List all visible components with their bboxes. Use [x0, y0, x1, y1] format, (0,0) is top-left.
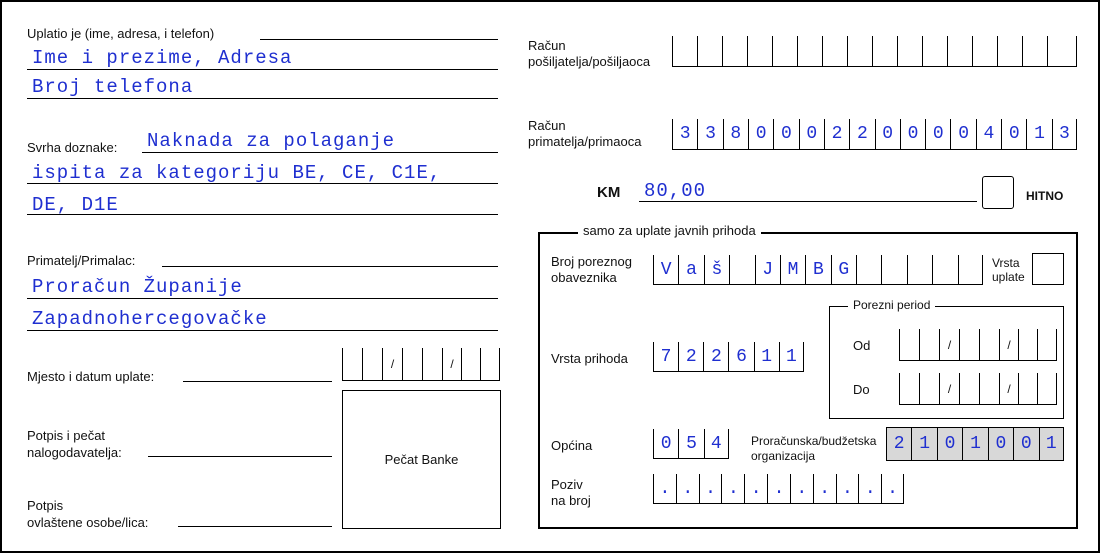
account-digit-cell[interactable]: 4 [976, 119, 1001, 149]
account-digit-cell[interactable]: 0 [875, 119, 900, 149]
tax-id-cell[interactable]: J [755, 255, 780, 284]
tax-period-label: Porezni period [848, 298, 935, 312]
reference-cell[interactable]: . [790, 474, 813, 503]
auth-signature-line[interactable] [178, 526, 332, 527]
reference-cell[interactable]: . [813, 474, 836, 503]
municipality-cell[interactable]: 5 [678, 429, 703, 458]
budget-org-cell[interactable]: 2 [886, 427, 911, 460]
period-from-cells[interactable] [899, 329, 1057, 361]
sender-account-label-2: pošiljatelja/pošiljaoca [528, 54, 651, 69]
period-cell[interactable] [959, 329, 979, 360]
tax-id-cell[interactable] [729, 255, 754, 284]
budget-org-cell[interactable]: 1 [911, 427, 936, 460]
date-cells[interactable] [342, 348, 500, 381]
revenue-type-cell[interactable]: 7 [653, 342, 678, 371]
date-cell[interactable] [422, 348, 442, 380]
auth-signature-label-1: Potpis [27, 498, 64, 513]
purpose-field-3[interactable]: DE, D1E [32, 194, 119, 216]
period-cell[interactable] [1037, 329, 1057, 360]
budget-org-cell[interactable]: 0 [937, 427, 962, 460]
reference-cell[interactable]: . [721, 474, 744, 503]
account-cell[interactable] [997, 36, 1022, 66]
payer-phone-field[interactable]: Broj telefona [32, 76, 194, 98]
tax-id-cell[interactable]: B [805, 255, 830, 284]
payer-line-1 [27, 69, 498, 70]
to-label: Do [853, 382, 870, 397]
reference-label-2: na broj [551, 493, 591, 508]
recipient-field-2[interactable]: Zapadnohercegovačke [32, 308, 268, 330]
period-cell[interactable] [1037, 373, 1057, 404]
revenue-type-cells[interactable] [653, 342, 804, 372]
period-cell[interactable] [899, 329, 919, 360]
account-cell[interactable] [822, 36, 847, 66]
period-cell[interactable] [1018, 373, 1037, 404]
account-cell[interactable] [722, 36, 747, 66]
recipient-label: Primatelj/Primalac: [27, 253, 136, 268]
account-cell[interactable] [922, 36, 947, 66]
tax-id-cell[interactable] [856, 255, 881, 284]
account-digit-cell[interactable]: 3 [1052, 119, 1077, 149]
tax-id-cell[interactable]: G [831, 255, 856, 284]
date-separator: / [442, 348, 461, 380]
reference-cell[interactable]: . [836, 474, 859, 503]
period-cell[interactable] [919, 329, 939, 360]
account-digit-cell[interactable]: 0 [773, 119, 798, 149]
currency-label: KM [597, 184, 621, 201]
period-cell[interactable] [979, 373, 999, 404]
reference-cell[interactable]: . [699, 474, 722, 503]
account-digit-cell[interactable]: 0 [1001, 119, 1026, 149]
bank-stamp-box [342, 390, 501, 529]
recipient-line-1 [27, 298, 498, 299]
date-cell[interactable] [480, 348, 500, 380]
tax-id-cell[interactable] [932, 255, 957, 284]
account-cell[interactable] [747, 36, 772, 66]
budget-org-cells[interactable] [886, 427, 1064, 461]
account-cell[interactable] [872, 36, 897, 66]
payment-kind-label-2: uplate [992, 270, 1025, 284]
reference-label-1: Poziv [551, 477, 583, 492]
payment-kind-box[interactable] [1032, 253, 1064, 285]
account-digit-cell[interactable]: 1 [1026, 119, 1051, 149]
account-cell[interactable] [972, 36, 997, 66]
account-digit-cell[interactable]: 2 [849, 119, 874, 149]
reference-cell[interactable]: . [767, 474, 790, 503]
period-cell[interactable] [979, 329, 999, 360]
payment-kind-label-1: Vrsta [992, 256, 1020, 270]
account-digit-cell[interactable]: 3 [697, 119, 722, 149]
revenue-type-label: Vrsta prihoda [551, 351, 628, 366]
budget-org-cell[interactable]: 1 [962, 427, 987, 460]
tax-id-cells[interactable] [653, 255, 983, 285]
tax-id-cell[interactable] [881, 255, 906, 284]
amount-line [639, 201, 977, 202]
account-digit-cell[interactable]: 0 [900, 119, 925, 149]
signature-label-2: nalogodavatelja: [27, 445, 122, 460]
tax-id-cell[interactable]: a [678, 255, 703, 284]
sender-account-cells[interactable] [672, 36, 1077, 67]
purpose-field-1[interactable]: Naknada za polaganje [147, 130, 396, 152]
reference-cell[interactable]: . [744, 474, 767, 503]
budget-org-label-2: organizacija [751, 449, 816, 463]
municipality-cells[interactable] [653, 429, 729, 459]
bank-stamp-label: Pečat Banke [384, 452, 459, 467]
date-cell[interactable] [402, 348, 422, 380]
date-separator: / [382, 348, 402, 380]
recipient-account-label-1: Račun [528, 118, 566, 133]
place-date-label: Mjesto i datum uplate: [27, 369, 155, 384]
budget-org-label-1: Proračunska/budžetska [751, 434, 877, 448]
period-cell[interactable] [959, 373, 979, 404]
account-digit-cell[interactable]: 2 [824, 119, 849, 149]
purpose-line-1 [142, 152, 498, 153]
reference-cell[interactable]: . [676, 474, 699, 503]
auth-signature-label-2: ovlaštene osobe/lica: [27, 515, 149, 530]
sender-account-label-1: Račun [528, 38, 566, 53]
amount-field[interactable]: 80,00 [644, 180, 707, 202]
public-revenue-label: samo za uplate javnih prihoda [578, 223, 761, 238]
payer-label: Uplatio je (ime, adresa, i telefon) [27, 26, 215, 41]
signature-line[interactable] [148, 456, 332, 457]
revenue-type-cell[interactable]: 2 [703, 342, 728, 371]
purpose-field-2[interactable]: ispita za kategoriju BE, CE, C1E, [32, 162, 442, 184]
signature-label-1: Potpis i pečat [27, 428, 106, 443]
municipality-cell[interactable]: 0 [653, 429, 678, 458]
urgent-label: HITNO [1026, 189, 1064, 203]
tax-id-cell[interactable]: V [653, 255, 678, 284]
municipality-label: Općina [551, 438, 593, 453]
reference-cell[interactable]: . [881, 474, 904, 503]
date-cell[interactable] [362, 348, 382, 380]
period-separator: / [939, 373, 959, 404]
tax-id-label-2: obaveznika [551, 270, 617, 285]
period-to-cells[interactable] [899, 373, 1057, 405]
account-digit-cell[interactable]: 3 [672, 119, 697, 149]
account-digit-cell[interactable]: 0 [925, 119, 950, 149]
account-cell[interactable] [797, 36, 822, 66]
period-separator: / [999, 329, 1018, 360]
revenue-type-cell[interactable]: 1 [754, 342, 779, 371]
from-label: Od [853, 338, 871, 353]
date-cell[interactable] [461, 348, 480, 380]
tax-id-cell[interactable] [958, 255, 983, 284]
period-cell[interactable] [1018, 329, 1037, 360]
purpose-label: Svrha doznake: [27, 140, 118, 155]
tax-id-cell[interactable]: M [780, 255, 805, 284]
tax-id-cell[interactable] [907, 255, 932, 284]
tax-id-label-1: Broj poreznog [551, 254, 632, 269]
recipient-field-1[interactable]: Proračun Županije [32, 276, 243, 298]
account-cell[interactable] [847, 36, 872, 66]
reference-cell[interactable]: . [653, 474, 676, 503]
purpose-line-3 [27, 214, 498, 215]
recipient-label-line [162, 266, 498, 267]
account-cell[interactable] [1047, 36, 1077, 66]
purpose-line-2 [27, 183, 498, 184]
account-cell[interactable] [1022, 36, 1047, 66]
reference-cells[interactable] [653, 474, 904, 504]
period-cell[interactable] [919, 373, 939, 404]
account-cell[interactable] [672, 36, 697, 66]
recipient-line-2 [27, 330, 498, 331]
revenue-type-cell[interactable]: 6 [728, 342, 753, 371]
revenue-type-cell[interactable]: 1 [779, 342, 804, 371]
recipient-account-label-2: primatelja/primaoca [528, 134, 642, 149]
account-digit-cell[interactable]: 0 [748, 119, 773, 149]
period-cell[interactable] [899, 373, 919, 404]
date-cell[interactable] [342, 348, 362, 380]
period-separator: / [939, 329, 959, 360]
payer-label-line [260, 39, 498, 40]
reference-cell[interactable]: . [858, 474, 881, 503]
account-cell[interactable] [772, 36, 797, 66]
payer-line-2 [27, 98, 498, 99]
tax-id-cell[interactable]: š [704, 255, 729, 284]
payer-name-address-field[interactable]: Ime i prezime, Adresa [32, 47, 293, 69]
account-digit-cell[interactable]: 0 [950, 119, 975, 149]
recipient-account-cells[interactable] [672, 119, 1077, 150]
account-digit-cell[interactable]: 8 [723, 119, 748, 149]
account-digit-cell[interactable]: 0 [799, 119, 824, 149]
budget-org-cell[interactable]: 0 [1013, 427, 1038, 460]
revenue-type-cell[interactable]: 2 [678, 342, 703, 371]
budget-org-cell[interactable]: 1 [1039, 427, 1064, 460]
urgent-checkbox[interactable] [982, 176, 1014, 209]
period-separator: / [999, 373, 1018, 404]
municipality-cell[interactable]: 4 [704, 429, 729, 458]
account-cell[interactable] [897, 36, 922, 66]
place-line[interactable] [183, 381, 332, 382]
account-cell[interactable] [947, 36, 972, 66]
budget-org-cell[interactable]: 0 [988, 427, 1013, 460]
account-cell[interactable] [697, 36, 722, 66]
